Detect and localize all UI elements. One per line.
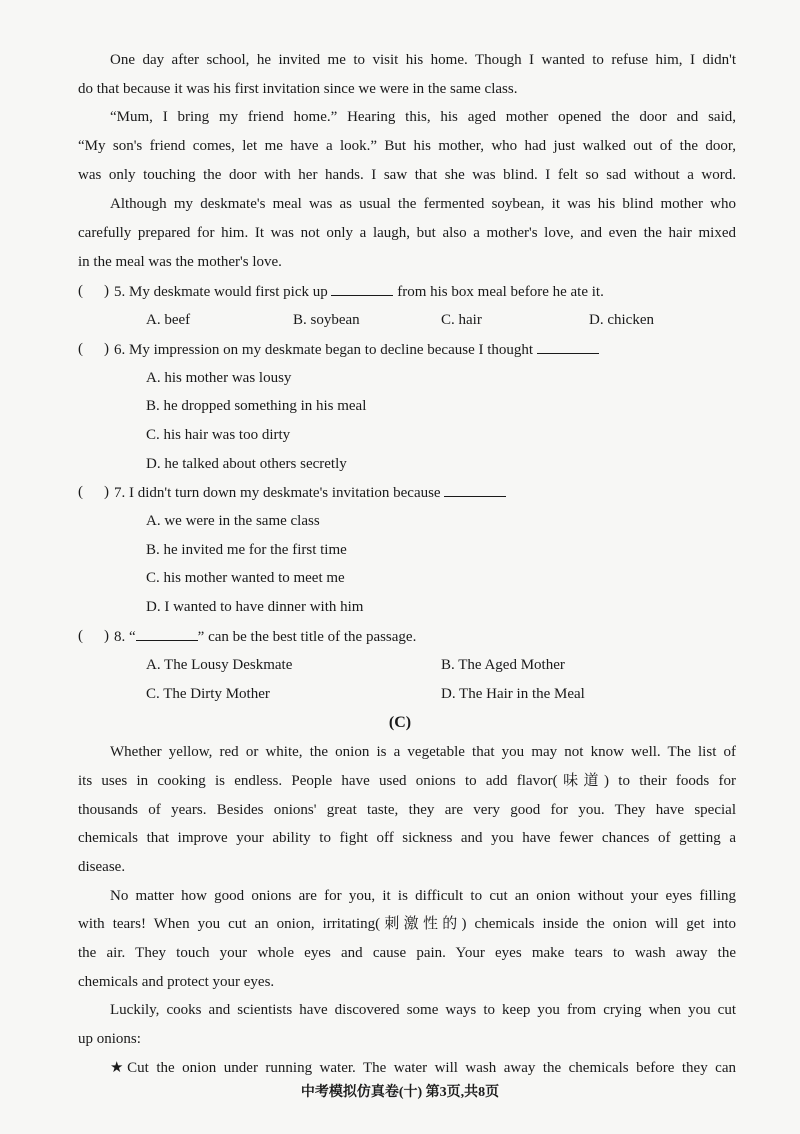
option-c[interactable]: C. hair [441,312,482,328]
paragraph-line: Although my deskmate's meal was as usual the fermented soybean, it was his blind mother who [110,196,736,212]
option-b[interactable]: B. The Aged Mother [441,657,565,673]
answer-bracket-close[interactable]: ) [104,283,109,299]
paragraph-line: One day after school, he invited me to visit his home. Though I wanted to refuse him, I didn't [110,52,736,68]
question-6 [78,339,736,359]
paragraph-line: in the meal was the mother's love. [78,254,282,270]
section-title: (C) [388,714,412,731]
option-b[interactable]: B. he invited me for the first time [146,542,347,558]
option-d[interactable]: D. The Hair in the Meal [441,686,585,702]
answer-bracket-close[interactable]: ) [104,341,109,357]
paragraph-line: chemicals that improve your ability to fight off sickness and you have fewer chances of getting a [78,830,736,846]
option-c[interactable]: C. his hair was too dirty [146,427,291,443]
option-line [78,597,736,617]
options-row [78,310,736,330]
option-a[interactable]: A. his mother was lousy [146,370,292,386]
answer-bracket-open[interactable]: ( [78,628,83,644]
option-line [78,540,736,560]
option-a[interactable]: A. The Lousy Deskmate [146,657,293,673]
options-row [78,684,736,704]
answer-bracket-open[interactable]: ( [78,283,83,299]
bullet-line: ★Cut the onion under running water. The water will wash away the chemicals before they can [110,1060,736,1076]
answer-blank[interactable] [331,281,393,296]
question-5 [78,281,736,301]
paragraph-line: chemicals and protect your eyes. [78,974,275,990]
answer-bracket-close[interactable]: ) [104,484,109,500]
option-line [78,454,736,474]
paragraph-line: carefully prepared for him. It was not only a laugh, but also a mother's love, and even the hair mixed [78,225,736,241]
option-d[interactable]: D. I wanted to have dinner with him [146,599,364,615]
answer-blank[interactable] [444,482,506,497]
option-line [78,396,736,416]
answer-bracket-open[interactable]: ( [78,484,83,500]
option-b[interactable]: B. soybean [293,312,360,328]
option-line [78,425,736,445]
paragraph-line: with tears! When you cut an onion, irritating(刺激性的) chemicals inside the onion will get into [78,916,736,932]
paragraph-line: “My son's friend comes, let me have a look.” But his mother, who had just walked out of the door, [78,138,736,154]
option-a[interactable]: A. beef [146,312,191,328]
question-number: 5. [114,284,126,300]
page-footer: 中考模拟仿真卷(十) 第3页,共8页 [300,1085,500,1100]
question-stem: My impression on my deskmate began to decline because I thought [129,342,534,358]
question-stem-after: from his box meal before he ate it. [397,284,604,300]
option-line [78,368,736,388]
question-stem-after: ” can be the best title of the passage. [197,629,417,645]
quote-open: “ [129,629,136,645]
paragraph-line: Luckily, cooks and scientists have discovered some ways to keep you from crying when you cut [110,1002,736,1018]
answer-bracket-close[interactable]: ) [104,628,109,644]
question-stem: I didn't turn down my deskmate's invitation because [129,485,441,501]
paragraph-line: “Mum, I bring my friend home.” Hearing this, his aged mother opened the door and said, [110,109,736,125]
paragraph-line: thousands of years. Besides onions' great taste, they are very good for you. They have special [78,802,736,818]
option-c[interactable]: C. his mother wanted to meet me [146,570,345,586]
paragraph-line: disease. [78,859,126,875]
answer-blank[interactable] [136,626,198,641]
paragraph-line: Whether yellow, red or white, the onion is a vegetable that you may not know well. The list of [110,744,736,760]
paragraph-line: its uses in cooking is endless. People have used onions to add flavor(味道) to their foods for [78,773,736,789]
paragraph-line: up onions: [78,1031,141,1047]
option-line [78,511,736,531]
option-d[interactable]: D. he talked about others secretly [146,456,347,472]
paragraph-line: the air. They touch your whole eyes and cause pain. Your eyes make tears to wash away the [78,945,736,961]
question-8 [78,626,736,646]
question-number: 8. [114,629,126,645]
options-row [78,655,736,675]
question-number: 6. [114,342,126,358]
answer-bracket-open[interactable]: ( [78,341,83,357]
option-a[interactable]: A. we were in the same class [146,513,320,529]
option-d[interactable]: D. chicken [589,312,654,328]
paragraph-line: No matter how good onions are for you, it is difficult to cut an onion without your eyes filling [110,888,736,904]
paragraph-line: do that because it was his first invitation since we were in the same class. [78,81,518,97]
question-number: 7. [114,485,126,501]
option-c[interactable]: C. The Dirty Mother [146,686,270,702]
option-line [78,568,736,588]
answer-blank[interactable] [537,339,599,354]
question-7 [78,482,736,502]
question-stem: My deskmate would first pick up [129,284,328,300]
paragraph-line: was only touching the door with her hands. I saw that she was blind. I felt so sad without a word. [78,167,736,183]
option-b[interactable]: B. he dropped something in his meal [146,398,367,414]
